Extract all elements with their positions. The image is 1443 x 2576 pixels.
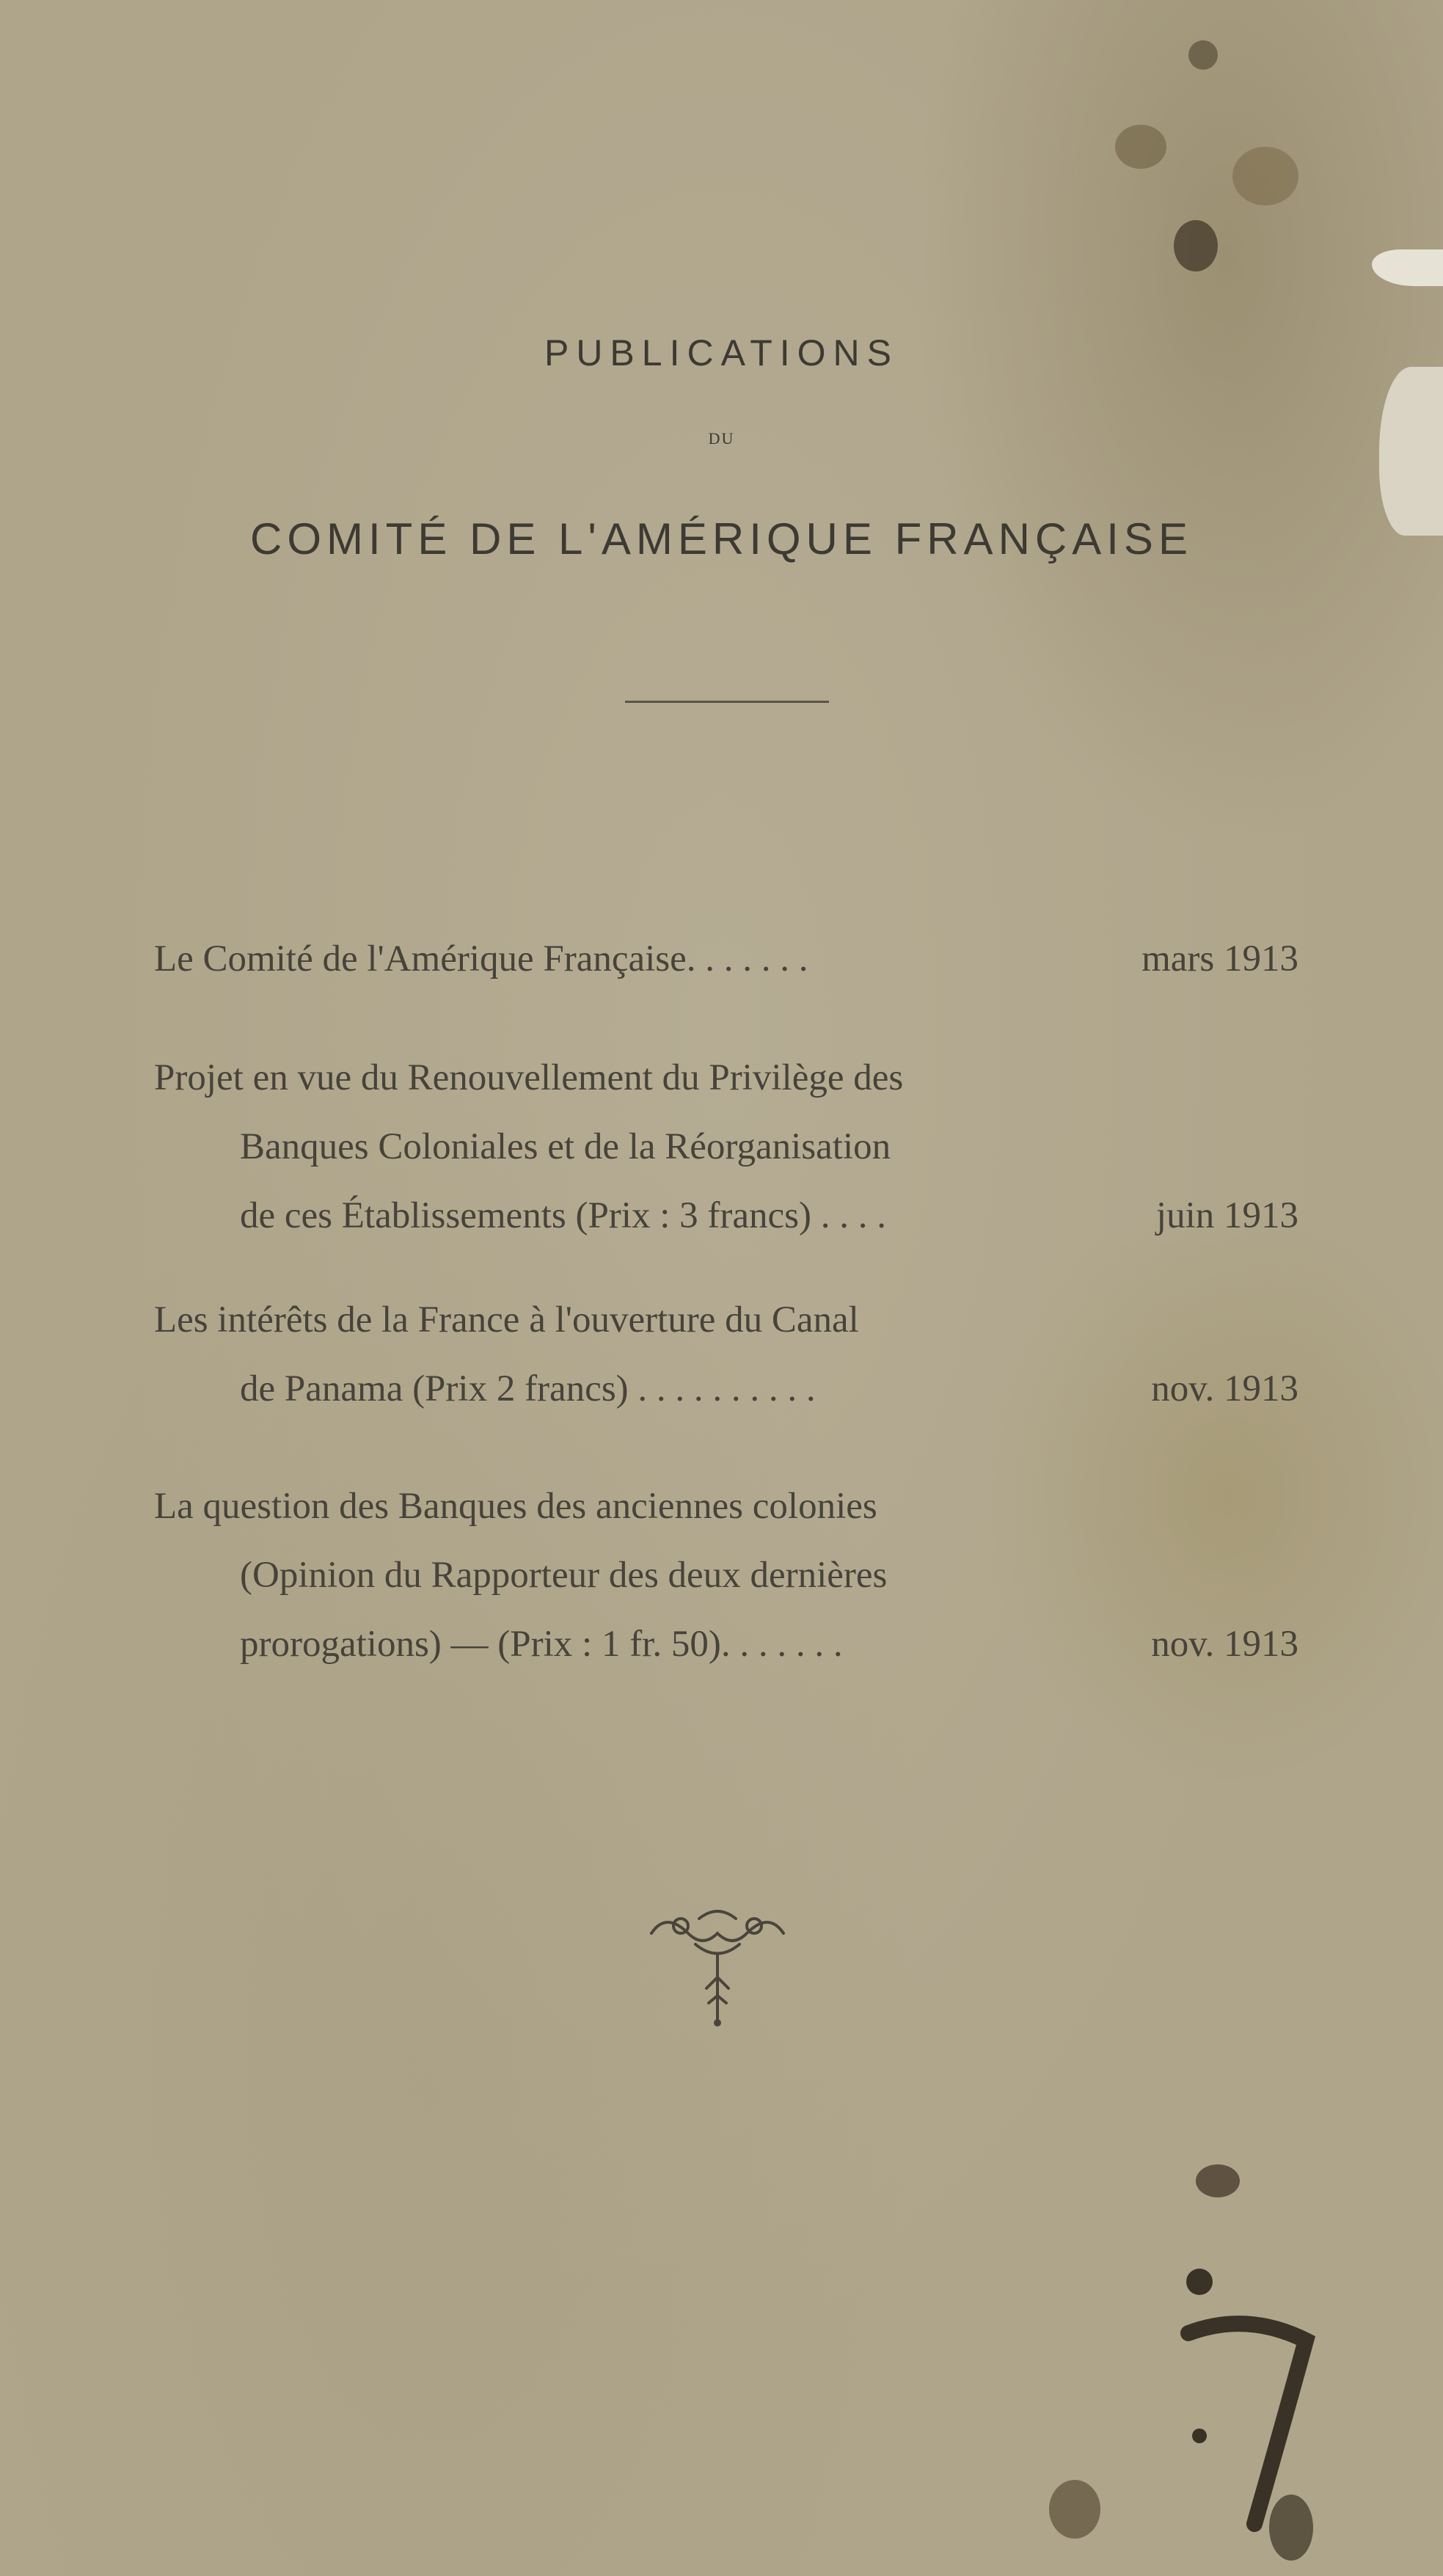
entry-line (154, 1610, 1298, 1679)
entry-line (154, 1285, 1298, 1354)
stain-mark (1188, 40, 1218, 70)
entry-text: Le Comité de l'Amérique Française. . . . . . . (154, 938, 808, 979)
publications-heading: PUBLICATIONS (544, 332, 899, 373)
entry-text: Banques Coloniales et de la Réorganisation (240, 1126, 891, 1167)
entry-line (154, 1112, 1298, 1181)
ornament-dot (714, 2019, 721, 2026)
publication-entry (154, 1285, 1298, 1423)
title-rule (625, 701, 829, 703)
handwritten-seven-mark (1159, 2216, 1394, 2568)
entry-line (154, 1181, 1298, 1250)
entry-line (154, 1472, 1298, 1541)
stain-mark (1115, 125, 1166, 169)
entry-date: mars 1913 (1141, 938, 1298, 979)
entry-date: nov. 1913 (1151, 1368, 1298, 1409)
entry-text: de ces Établissements (Prix : 3 francs) . . . . (240, 1195, 886, 1236)
entry-line (154, 1541, 1298, 1610)
entry-text: prorogations) — (Prix : 1 fr. 50). . . . . . . (240, 1624, 843, 1665)
entry-text: (Opinion du Rapporteur des deux dernières (240, 1555, 888, 1596)
entry-text: de Panama (Prix 2 francs) . . . . . . . . . . (240, 1368, 816, 1409)
stain-mark (1232, 147, 1298, 205)
entry-line (154, 1043, 1298, 1112)
stain-mark (1174, 220, 1218, 271)
entry-date: juin 1913 (1155, 1195, 1298, 1236)
publication-entry (154, 1472, 1298, 1679)
du-label: DU (708, 429, 735, 448)
publication-entry (154, 924, 1298, 993)
entry-text: Les intérêts de la France à l'ouverture du Canal (154, 1299, 859, 1340)
stain-mark (1196, 2164, 1240, 2197)
entry-line (154, 924, 1298, 993)
entry-line (154, 1354, 1298, 1423)
paper-tear (1379, 367, 1443, 536)
ornament-icon (637, 1904, 798, 2029)
entry-text: La question des Banques des anciennes colonies (154, 1486, 877, 1527)
stain-mark (1049, 2480, 1100, 2539)
entry-text: Projet en vue du Renouvellement du Privilège des (154, 1057, 904, 1098)
entry-date: nov. 1913 (1151, 1624, 1298, 1665)
committee-heading: COMITÉ DE L'AMÉRIQUE FRANÇAISE (250, 514, 1193, 563)
publication-entry (154, 1043, 1298, 1250)
